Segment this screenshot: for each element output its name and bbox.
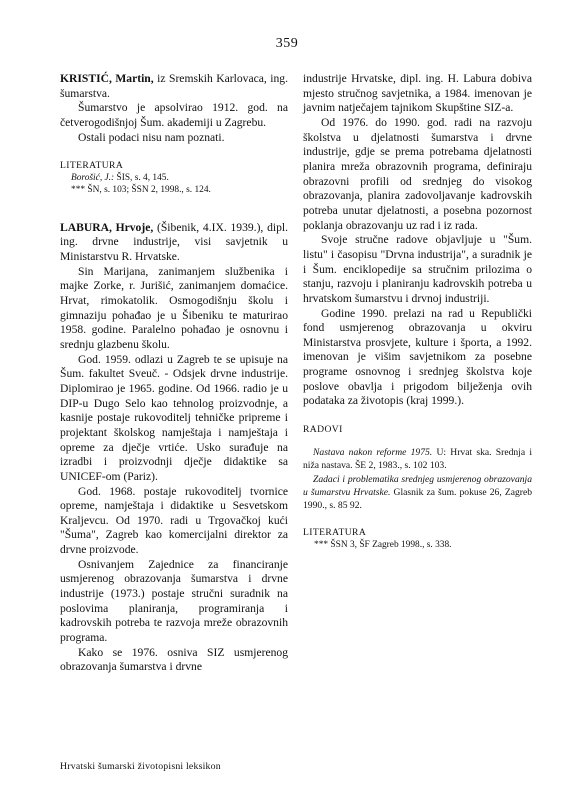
entry-labura-works-title: RADOVI [303, 424, 343, 436]
work-title: Zadaci i problematika srednjeg usmjerenog obrazovanja u šumarstvu Hrvatske. [303, 473, 532, 498]
left-column [60, 72, 288, 675]
reference-author: Borošić, J.: [71, 173, 115, 184]
work-title: Nastava nakon reforme 1975. [313, 447, 433, 459]
entry-kristic-heading [60, 72, 288, 101]
entry-separator [60, 197, 288, 221]
entry-labura-name: LABURA, Hrvoje, [60, 220, 154, 234]
entry-kristic-reference-2: *** ŠN, s. 103; ŠSN 2, 1998., s. 124. [71, 185, 211, 196]
entry-labura-paragraph-5-continued: industrije Hrvatske, dipl. ing. H. Labura dobiva mjesto stručnog savjetnika, a 1984. imenovan je javnim natječajem tajnikom Skupštine SIZ-a. [303, 72, 532, 115]
right-column [303, 72, 532, 551]
reference-source: ŠIS, s. 4, 145. [114, 173, 169, 184]
page-number: 359 [275, 36, 299, 51]
work-source: Glasnik za šum. pokuse 26, Zagreb 1990., s. 85 92. [303, 486, 532, 511]
entry-labura-work-2 [303, 473, 532, 513]
entry-labura-literature-title: LITERATURA [303, 527, 367, 539]
entry-labura-paragraph-6: Od 1976. do 1990. god. radi na razvoju školstva u djelatnosti šumarstva i drvne industrije, gdje se prema potrebama djelatnosti planira mreža obrazovnih programa, definiraju obrazovni profili od srednjeg do visokog obrazovanja, planira zadovoljavanje kadrovskih potreba unutar djelatnosti, a posebna pozornost poklanja obrazovanju uz rad i iz rada. [303, 115, 532, 232]
entry-labura-reference-1: *** ŠSN 3, ŠF Zagreb 1998., s. 338. [314, 540, 452, 551]
page-footer: Hrvatski šumarski životopisni leksikon [60, 761, 221, 772]
entry-kristic-paragraph-2: Ostali podaci nisu nam poznati. [78, 130, 225, 144]
entry-labura-paragraph-1: Sin Marijana, zanimanjem službenika i majke Zorke, r. Jurišić, zanimanjem domaćice. Hrvat, rimokatolik. Osmogodišnju školu i gimnaziju pohađao je u Šibeniku te maturirao 1958. godine. Paralelno pohađao je osnovnu i srednju glazbenu školu. [60, 264, 288, 351]
section-spacer [303, 436, 532, 446]
entry-kristic-reference-1 [60, 172, 288, 184]
entry-labura-heading [60, 221, 288, 265]
entry-kristic-head-rest: iz Sremskih Karlovaca, ing. šumarstva. [60, 72, 288, 100]
entry-kristic-literature-title: LITERATURA [60, 160, 124, 172]
entry-labura-paragraph-3: God. 1968. postaje rukovoditelj tvornice opreme, namještaja i didaktike u Sesvetskom Kraljevcu. Od 1970. radi u Trgovačkoj kući "Šuma", Zagreb kao komercijalni direktor za drvne proizvode. [60, 484, 288, 557]
entry-kristic-paragraph-1: Šumarstvo je apsolvirao 1912. god. na četverogodišnjoj Šum. akademiji u Zagrebu. [60, 101, 288, 129]
entry-labura-work-1 [303, 446, 532, 472]
entry-labura-paragraph-4: Osnivanjem Zajednice za financiranje usmjerenog obrazovanja šumarstva i drvne industrije (1973.) postaje stručni suradnik na poslovima planiranja, programiranja i kadrovskih potreba te razvoja mreže obrazovnih programa. [60, 557, 288, 645]
entry-labura-paragraph-8: Godine 1990. prelazi na rad u Republički fond usmjerenog obrazovanja u okviru Ministarstva prosvjete, kulture i športa, a 1992. imenovan je višim savjetnikom za posebne programe osnovnog i srednjeg školstva koje poslove obavlja i prigodom bilježenja ovih podataka za životopis (kraj 1999.). [303, 306, 532, 408]
entry-labura-paragraph-5: Kako se 1976. osniva SIZ usmjerenog obrazovanja šumarstva i drvne [60, 645, 288, 674]
entry-labura-paragraph-2: God. 1959. odlazi u Zagreb te se upisuje na Šum. fakultet Sveuč. - Odsjek drvne industrije. Diplomirao je 1965. godine. Od 1966. radio je u DIP-u Dugo Selo kao tehnolog proizvodnje, a kasnije postaje rukovoditelj tehničke pripreme i projektant školskog namještaja i namještaja i opreme za dječje vrtiće. Usko surađuje na izradbi i proizvodnji dječje didaktike sa UNICEF-om (Pariz). [60, 352, 288, 483]
entry-labura-head-rest: (Šibenik, 4.IX. 1939.), dipl. ing. drvne industrije, visi savjetnik u Ministarstvu R. Hrvatske. [60, 220, 289, 263]
entry-kristic-name: KRISTIĆ, Martin, [60, 72, 154, 85]
work-source: U: Hrvat ska. Srednja i niža nastava. ŠE 2, 1983., s. 102 103. [303, 447, 532, 472]
entry-labura-paragraph-7: Svoje stručne radove objavljuje u "Šum. listu" i časopisu "Drvna industrija", a suradnik je i Šum. enciklopedije sa stručnim prilozima o stanju, razvoju i planiranju kadrovskih potreba u hrvatskom šumarstvu i drvnoj industriji. [303, 233, 532, 305]
